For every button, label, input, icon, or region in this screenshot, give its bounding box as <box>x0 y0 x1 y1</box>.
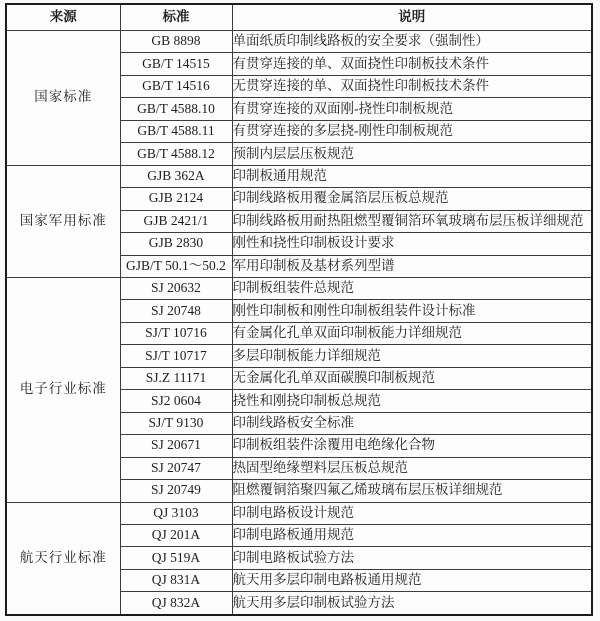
standard-cell: GJB 2124 <box>120 188 232 210</box>
description-cell: 挠性和刚挠印制板总规范 <box>232 390 592 412</box>
description-cell: 航天用多层印制电路板通用规范 <box>232 569 592 591</box>
standard-cell: GB/T 4588.11 <box>120 120 232 142</box>
description-cell: 刚性印制板和刚性印制板组装件设计标准 <box>232 300 592 322</box>
description-cell: 有贯穿连接的双面刚-挠性印制板规范 <box>232 98 592 120</box>
header-description: 说明 <box>232 4 592 31</box>
group-source-national: 国家标准 <box>6 31 120 166</box>
group-source-military: 国家军用标准 <box>6 165 120 277</box>
description-cell: 预制内层层压板规范 <box>232 143 592 165</box>
standard-cell: GB/T 4588.12 <box>120 143 232 165</box>
description-cell: 有金属化孔单双面印制板能力详细规范 <box>232 322 592 344</box>
standards-table <box>5 3 593 616</box>
description-cell: 印制电路板试验方法 <box>232 547 592 569</box>
table-row <box>6 502 592 524</box>
description-cell: 刚性和挠性印制板设计要求 <box>232 233 592 255</box>
standard-cell: GJB/T 50.1～50.2 <box>120 255 232 277</box>
description-cell: 印制电路板设计规范 <box>232 502 592 524</box>
header-row <box>6 4 592 31</box>
group-source-aerospace: 航天行业标准 <box>6 502 120 615</box>
standard-cell: SJ/T 9130 <box>120 412 232 434</box>
standard-cell: GJB 2421/1 <box>120 210 232 232</box>
standard-cell: QJ 832A <box>120 592 232 615</box>
standard-cell: GJB 362A <box>120 165 232 187</box>
description-cell: 无金属化孔单双面碳膜印制板规范 <box>232 367 592 389</box>
description-cell: 印制线路板安全标准 <box>232 412 592 434</box>
description-cell: 印制板通用规范 <box>232 165 592 187</box>
description-cell: 印制线路板用覆金属箔层压板总规范 <box>232 188 592 210</box>
header-standard: 标准 <box>120 4 232 31</box>
standard-cell: SJ 20747 <box>120 457 232 479</box>
standard-cell: QJ 831A <box>120 569 232 591</box>
standard-cell: GB/T 4588.10 <box>120 98 232 120</box>
standard-cell: SJ.Z 11171 <box>120 367 232 389</box>
description-cell: 热固型绝缘塑料层压板总规范 <box>232 457 592 479</box>
description-cell: 单面纸质印制线路板的安全要求（强制性） <box>232 31 592 53</box>
standard-cell: GJB 2830 <box>120 233 232 255</box>
description-cell: 有贯穿连接的单、双面挠性印制板技术条件 <box>232 53 592 75</box>
standard-cell: SJ/T 10717 <box>120 345 232 367</box>
description-cell: 无贯穿连接的单、双面挠性印制板技术条件 <box>232 75 592 97</box>
description-cell: 多层印制板能力详细规范 <box>232 345 592 367</box>
standard-cell: GB/T 14516 <box>120 75 232 97</box>
description-cell: 印制板组装件总规范 <box>232 277 592 299</box>
group-source-electronics: 电子行业标准 <box>6 277 120 502</box>
standard-cell: SJ/T 10716 <box>120 322 232 344</box>
description-cell: 阻燃覆铜箔聚四氟乙烯玻璃布层压板详细规范 <box>232 480 592 502</box>
header-source: 来源 <box>6 4 120 31</box>
table-row <box>6 277 592 299</box>
standard-cell: QJ 519A <box>120 547 232 569</box>
standard-cell: GB 8898 <box>120 31 232 53</box>
description-cell: 航天用多层印制板试验方法 <box>232 592 592 615</box>
standard-cell: SJ 20671 <box>120 435 232 457</box>
description-cell: 军用印制板及基材系列型谱 <box>232 255 592 277</box>
standard-cell: SJ 20632 <box>120 277 232 299</box>
table-row <box>6 31 592 53</box>
standard-cell: QJ 201A <box>120 524 232 546</box>
standard-cell: SJ2 0604 <box>120 390 232 412</box>
description-cell: 印制板组装件涂覆用电绝缘化合物 <box>232 435 592 457</box>
standard-cell: GB/T 14515 <box>120 53 232 75</box>
table-row <box>6 165 592 187</box>
standard-cell: SJ 20749 <box>120 480 232 502</box>
description-cell: 印制电路板通用规范 <box>232 524 592 546</box>
description-cell: 印制线路板用耐热阻燃型覆铜箔环氧玻璃布层压板详细规范 <box>232 210 592 232</box>
standard-cell: QJ 3103 <box>120 502 232 524</box>
standard-cell: SJ 20748 <box>120 300 232 322</box>
description-cell: 有贯穿连接的多层挠-刚性印制板规范 <box>232 120 592 142</box>
